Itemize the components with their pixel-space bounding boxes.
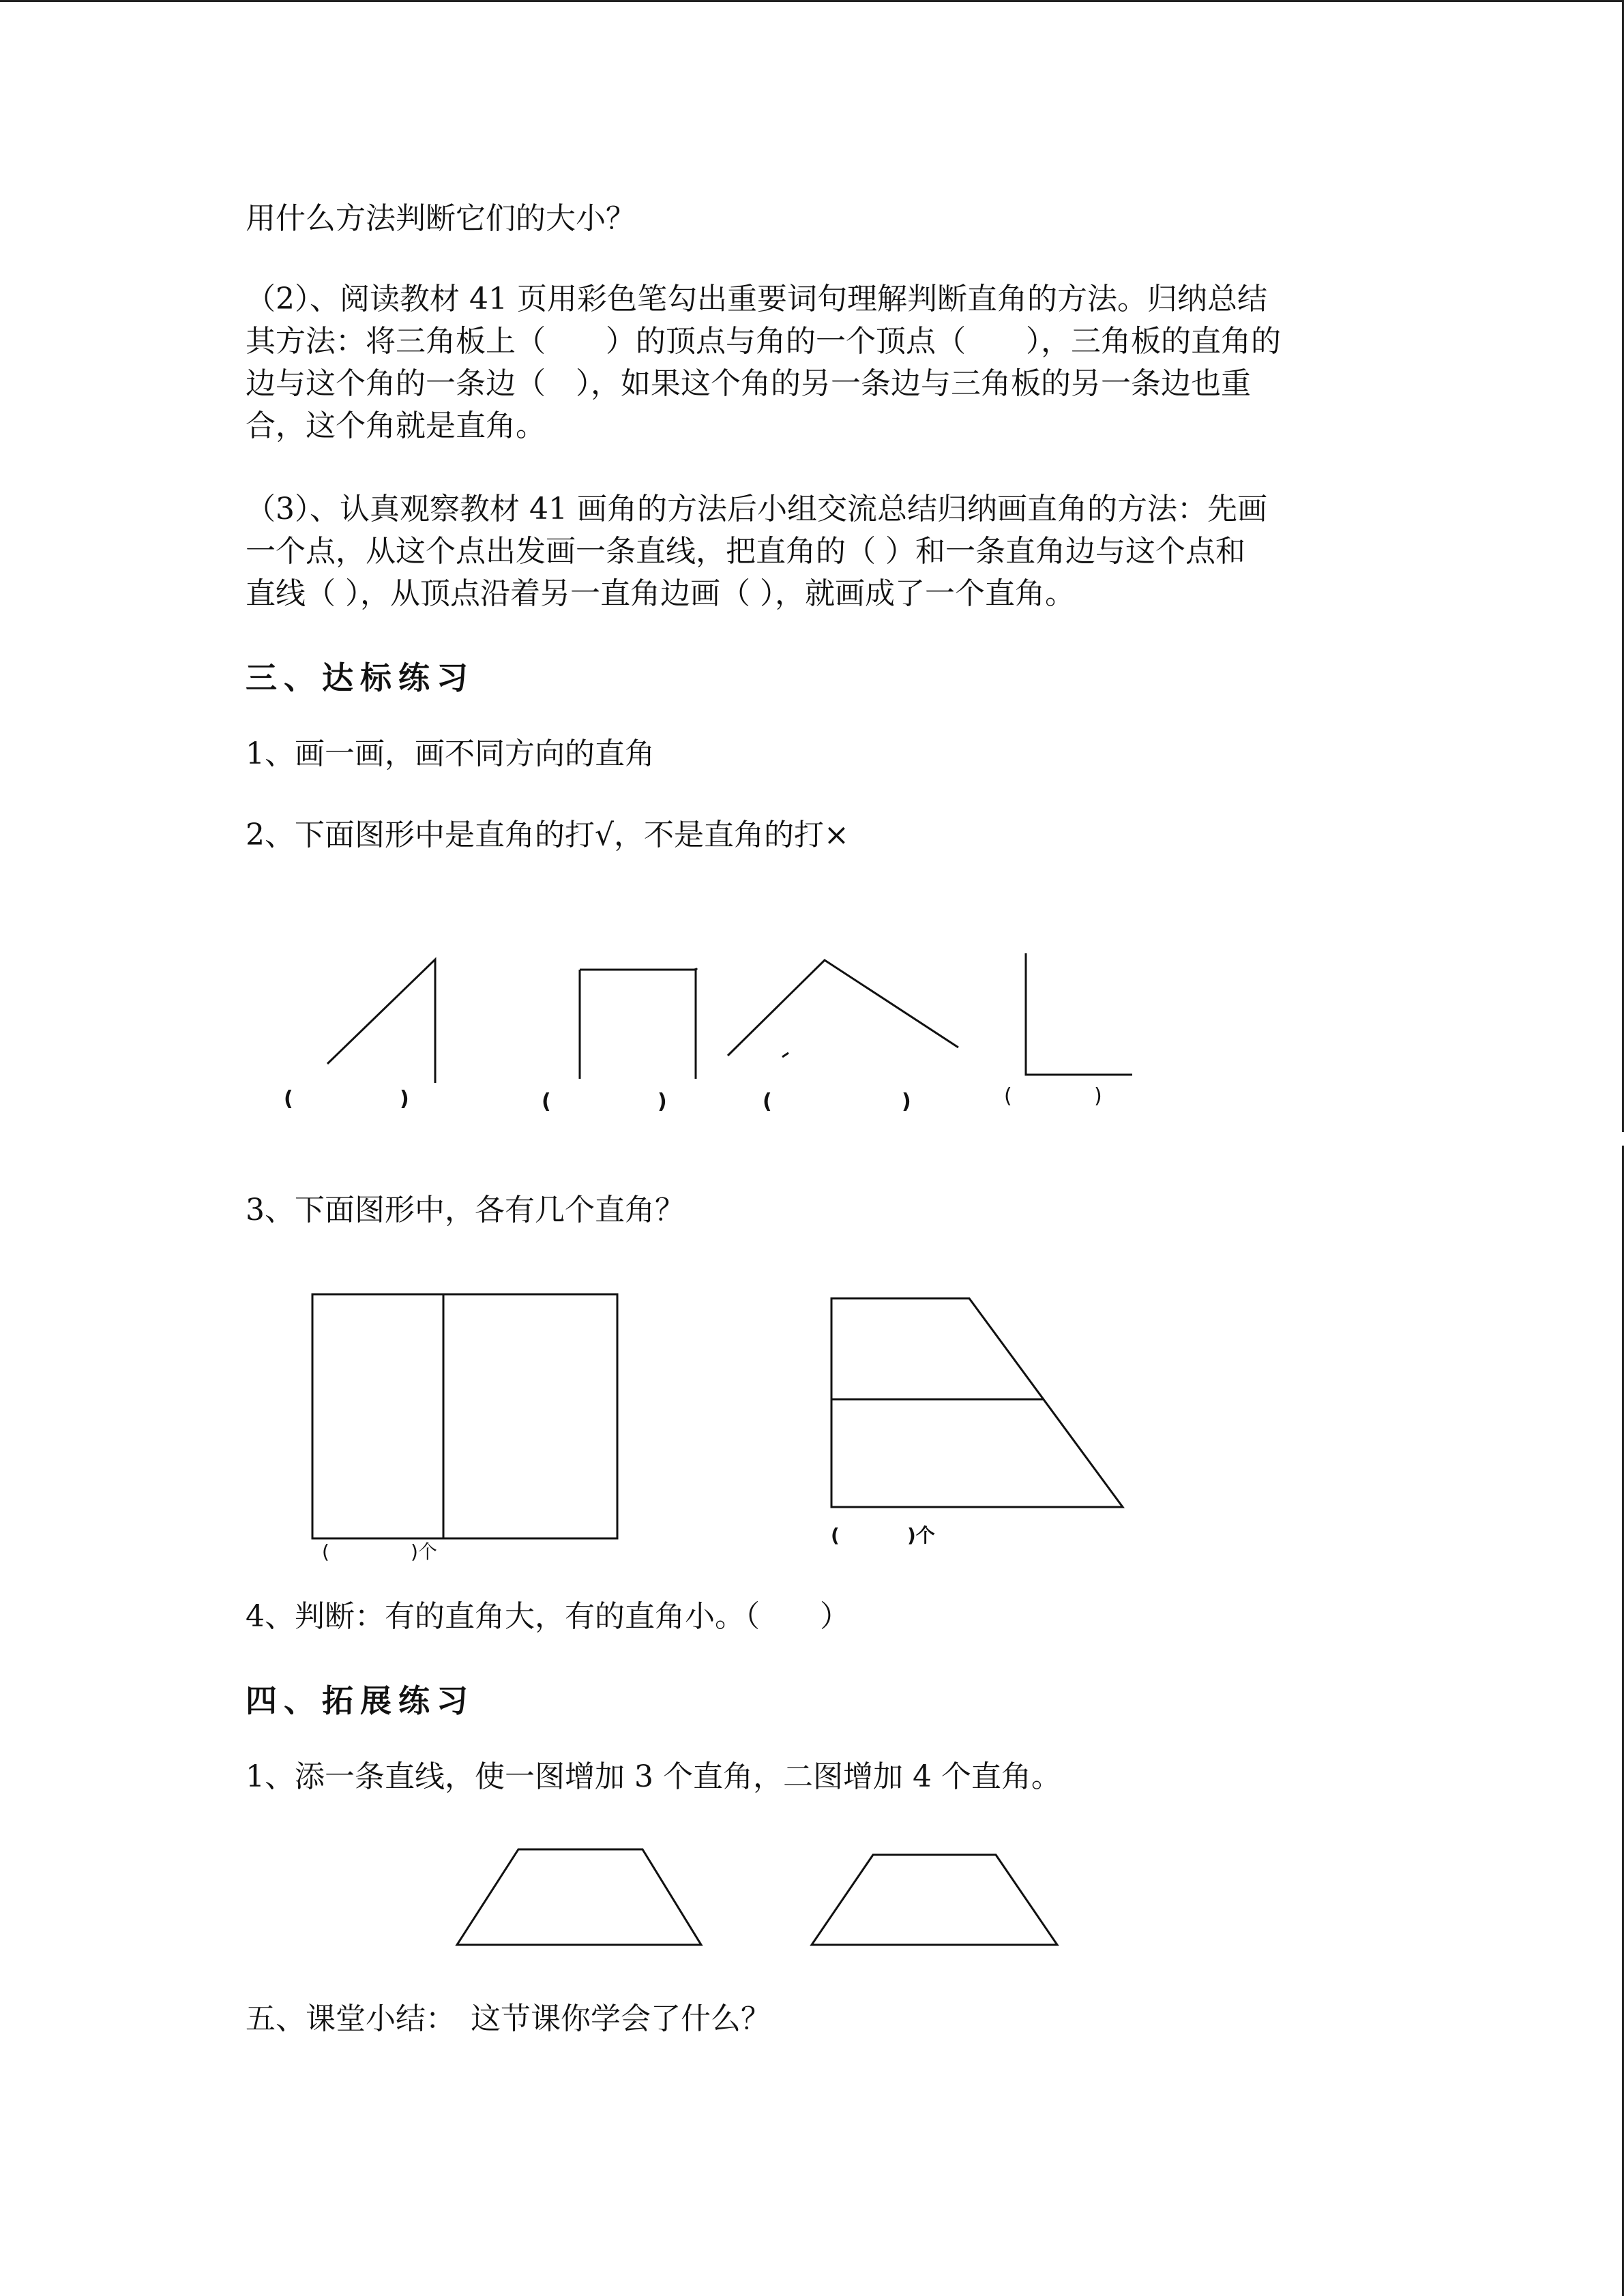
- answer-blank-angle-4: [1004, 1084, 1102, 1108]
- angle-figures: [259, 941, 1214, 1091]
- open-paren: (: [284, 1087, 293, 1111]
- paragraph-2-line-2: 其方法：将三角板上（ ）的顶点与角的一个顶点（ ），三角板的直角的: [246, 324, 1281, 359]
- angle-figure-1: [327, 959, 435, 1083]
- answer-blank-rectangle: [322, 1537, 437, 1564]
- paragraph-2-line-3: 边与这个角的一条边（ ），如果这个角的另一条边与三角板的另一条边也重: [246, 366, 1251, 401]
- paragraph-3-line-2: 一个点，从这个点出发画一条直线，把直角的（ ）和一条直角边与这个点和: [246, 534, 1245, 569]
- open-paren: (: [542, 1090, 551, 1114]
- paragraph-2-line-1: （2）、阅读教材 41 页用彩色笔勾出重要词句理解判断直角的方法。归纳总结: [246, 282, 1267, 316]
- section-4-question-1: 1、添一条直线，使一图增加 3 个直角，二图增加 4 个直角。: [246, 1759, 1061, 1794]
- close-count: )个: [907, 1524, 935, 1547]
- section-3-question-1: 1、画一画，画不同方向的直角: [246, 736, 655, 771]
- split-trapezoid-figure: [831, 1298, 1123, 1507]
- angle-figure-2: [696, 968, 697, 1079]
- open-paren: (: [763, 1090, 772, 1114]
- answer-blank-angle-2: [542, 1090, 667, 1114]
- angle-figure-2-lines: [580, 970, 696, 1079]
- close-paren: ): [902, 1090, 911, 1114]
- extension-trapezoids: [437, 1841, 1091, 1957]
- section-5-summary: 五、课堂小结： 这节课你学会了什么？: [246, 2001, 771, 2036]
- section-3-question-4: 4、判断：有的直角大，有的直角小。（ ）: [246, 1599, 850, 1634]
- right-angle-count-figures: [300, 1282, 1146, 1541]
- section-4-heading: 四、拓展练习: [246, 1682, 475, 1719]
- open-paren: (: [322, 1540, 329, 1563]
- section-3-heading: 三、达标练习: [246, 659, 475, 696]
- answer-blank-trapezoid: [831, 1521, 935, 1548]
- close-paren: ): [658, 1090, 667, 1114]
- answer-blank-angle-3: [763, 1090, 911, 1114]
- trapezoid-figure-1: [457, 1849, 701, 1945]
- open-paren: (: [1004, 1084, 1012, 1108]
- angle-figure-4: [1026, 953, 1132, 1075]
- section-3-question-3: 3、下面图形中，各有几个直角？: [246, 1193, 685, 1227]
- page-top-border: [0, 0, 1624, 2]
- paragraph-2-line-4: 合，这个角就是直角。: [246, 408, 546, 443]
- open-paren: (: [831, 1524, 840, 1547]
- close-count: )个: [411, 1540, 437, 1563]
- trapezoid-figure-2: [812, 1855, 1057, 1945]
- split-rectangle-figure: [312, 1294, 617, 1538]
- close-paren: ): [1094, 1084, 1102, 1108]
- intro-question: 用什么方法判断它们的大小？: [246, 201, 636, 236]
- paragraph-3-line-1: （3）、认真观察教材 41 画角的方法后小组交流总结归纳画直角的方法：先画: [246, 492, 1267, 526]
- angle-figure-3: [728, 960, 958, 1057]
- section-3-question-2: 2、下面图形中是直角的打√，不是直角的打×: [246, 818, 849, 852]
- close-paren: ): [400, 1087, 409, 1111]
- paragraph-3-line-3: 直线（ ），从顶点沿着另一直角边画（ ），就画成了一个直角。: [246, 576, 1075, 611]
- answer-blank-angle-1: [284, 1087, 409, 1111]
